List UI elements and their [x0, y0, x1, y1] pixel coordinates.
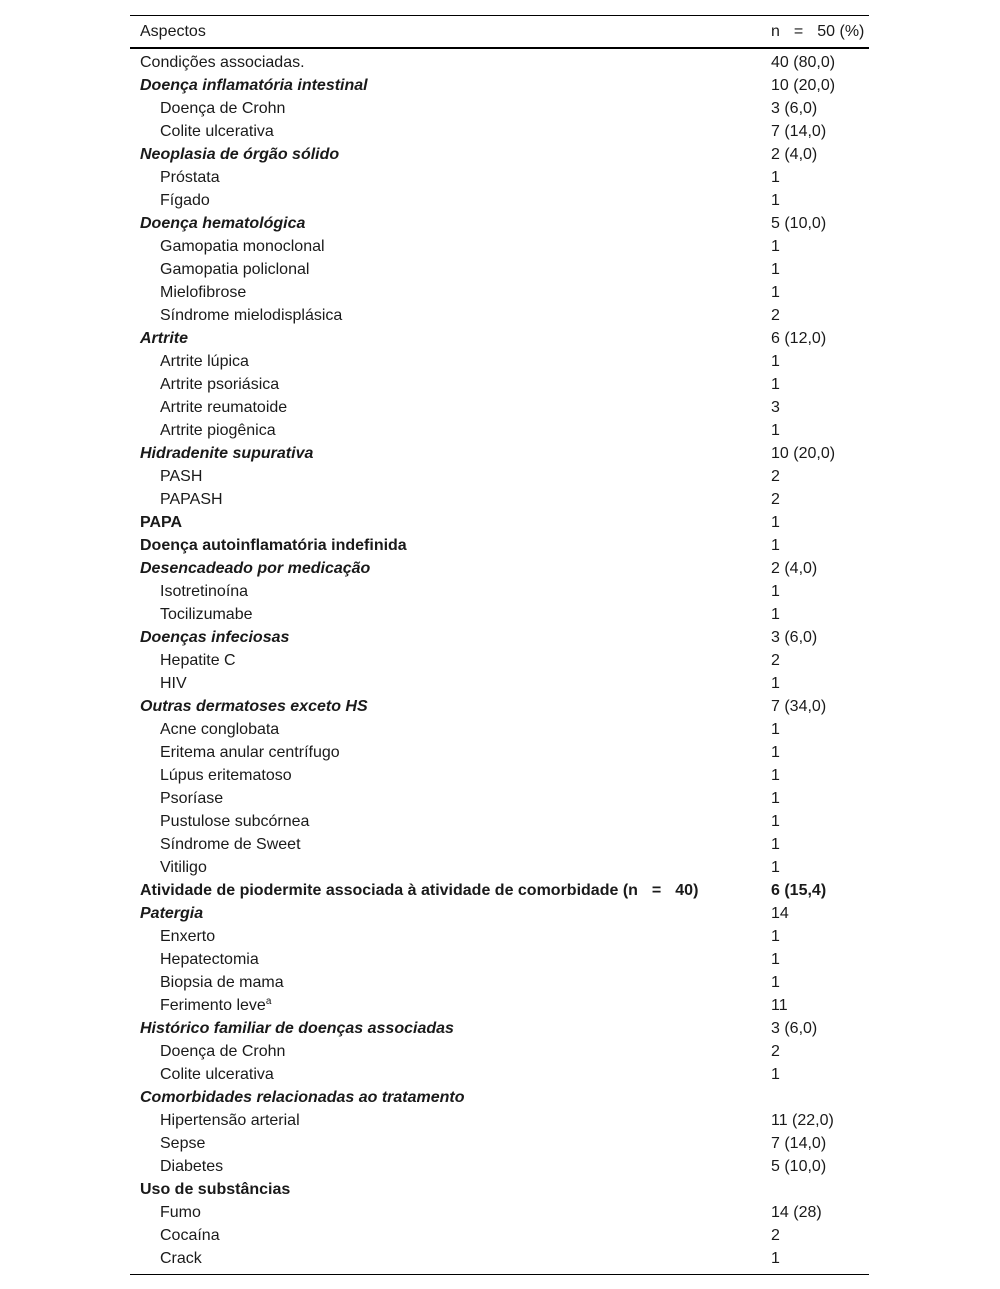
row-label-cell	[130, 902, 771, 925]
row-label: Neoplasia de órgão sólido	[140, 146, 340, 163]
row-value: 7 (14,0)	[771, 123, 827, 140]
table-row	[130, 902, 869, 925]
row-label: Patergia	[140, 905, 204, 922]
table-row	[130, 1063, 869, 1086]
row-value: 2	[771, 1043, 780, 1060]
header-aspectos: Aspectos	[140, 23, 206, 40]
table-row	[130, 971, 869, 994]
table-row	[130, 235, 869, 258]
row-value: 1	[771, 928, 780, 945]
row-label-cell	[130, 419, 771, 442]
table-row	[130, 810, 869, 833]
comorbidities-table	[130, 15, 869, 1275]
header-n	[771, 16, 869, 49]
row-label: Condições associadas.	[140, 54, 305, 71]
table-row	[130, 74, 869, 97]
row-label-cell	[130, 442, 771, 465]
table-row	[130, 1224, 869, 1247]
row-label: Colite ulcerativa	[160, 123, 274, 140]
row-label-cell	[130, 1155, 771, 1178]
row-label-cell	[130, 1109, 771, 1132]
row-label-cell	[130, 580, 771, 603]
table-row	[130, 925, 869, 948]
row-label-cell	[130, 672, 771, 695]
row-label-cell	[130, 48, 771, 74]
row-value: 2	[771, 1227, 780, 1244]
table-row	[130, 166, 869, 189]
table-row	[130, 97, 869, 120]
row-label: Diabetes	[160, 1158, 224, 1175]
row-label: PAPA	[140, 514, 183, 531]
row-label-cell	[130, 557, 771, 580]
row-label: Artrite lúpica	[160, 353, 249, 370]
table-row	[130, 281, 869, 304]
row-label-cell	[130, 97, 771, 120]
row-label-cell	[130, 534, 771, 557]
comorbidities-table-container	[130, 15, 869, 1275]
table-row	[130, 833, 869, 856]
table-row	[130, 120, 869, 143]
row-label-cell	[130, 350, 771, 373]
row-value: 2	[771, 307, 780, 324]
row-label: Doença hematológica	[140, 215, 306, 232]
row-label-cell	[130, 810, 771, 833]
table-row	[130, 672, 869, 695]
row-value: 6 (12,0)	[771, 330, 827, 347]
row-label: HIV	[160, 675, 187, 692]
row-value: 5 (10,0)	[771, 215, 827, 232]
row-value: 1	[771, 583, 780, 600]
table-row	[130, 511, 869, 534]
row-label: Fumo	[160, 1204, 201, 1221]
row-label: Gamopatia monoclonal	[160, 238, 325, 255]
row-value: 1	[771, 606, 780, 623]
row-value: 11 (22,0)	[771, 1112, 834, 1129]
row-label-cell	[130, 787, 771, 810]
table-row	[130, 1109, 869, 1132]
row-label: Hepatectomia	[160, 951, 259, 968]
table-row	[130, 1017, 869, 1040]
row-value: 1	[771, 813, 780, 830]
row-label: PAPASH	[160, 491, 223, 508]
row-label-cell	[130, 948, 771, 971]
table-body	[130, 48, 869, 1275]
row-value: 40 (80,0)	[771, 54, 836, 71]
row-value: 1	[771, 836, 780, 853]
table-row	[130, 488, 869, 511]
row-label-cell	[130, 1040, 771, 1063]
row-label-cell	[130, 488, 771, 511]
row-value: 3	[771, 399, 780, 416]
table-row	[130, 304, 869, 327]
row-label: Artrite	[140, 330, 189, 347]
table-row	[130, 327, 869, 350]
table-row	[130, 948, 869, 971]
table-row	[130, 143, 869, 166]
row-label-cell	[130, 465, 771, 488]
row-value: 1	[771, 284, 780, 301]
row-label: Hidradenite supurativa	[140, 445, 314, 462]
table-row	[130, 373, 869, 396]
row-label: Pustulose subcórnea	[160, 813, 310, 830]
table-row	[130, 534, 869, 557]
table-row	[130, 557, 869, 580]
table-row	[130, 350, 869, 373]
row-value: 1	[771, 238, 780, 255]
row-value: 1	[771, 675, 780, 692]
table-row	[130, 1086, 869, 1109]
row-value: 3 (6,0)	[771, 1020, 818, 1037]
row-label: Próstata	[160, 169, 220, 186]
row-label-cell	[130, 1063, 771, 1086]
row-value	[771, 1178, 869, 1201]
row-label-cell	[130, 879, 771, 902]
header-n-equals: =	[793, 23, 804, 40]
table-row	[130, 580, 869, 603]
row-value: 1	[771, 537, 780, 554]
header-n-value: 50 (%)	[817, 23, 865, 40]
row-value	[771, 1086, 869, 1109]
row-value: 1	[771, 721, 780, 738]
table-row	[130, 1040, 869, 1063]
footnote-marker: a	[265, 996, 272, 1007]
table-row	[130, 764, 869, 787]
row-value: 11	[771, 997, 788, 1014]
row-value: 14	[771, 905, 789, 922]
header-row	[130, 16, 869, 49]
row-label: Atividade de piodermite associada à atividade de comorbidade (n	[140, 882, 638, 899]
row-label-cell	[130, 1247, 771, 1275]
row-value: 3 (6,0)	[771, 100, 818, 117]
row-label: Isotretinoína	[160, 583, 249, 600]
row-value: 1	[771, 353, 780, 370]
row-label: Hepatite C	[160, 652, 236, 669]
row-value: 1	[771, 261, 780, 278]
row-value: 10 (20,0)	[771, 445, 836, 462]
row-label-equals: =	[651, 882, 662, 899]
row-label: Gamopatia policlonal	[160, 261, 310, 278]
table-row	[130, 718, 869, 741]
row-value: 1	[771, 859, 780, 876]
table-header	[130, 16, 869, 49]
table-row	[130, 465, 869, 488]
row-label: Desencadeado por medicação	[140, 560, 371, 577]
row-value: 2	[771, 491, 780, 508]
row-label-cell	[130, 649, 771, 672]
row-label: PASH	[160, 468, 203, 485]
row-value: 1	[771, 951, 780, 968]
row-label: Artrite psoriásica	[160, 376, 280, 393]
row-label: Fígado	[160, 192, 210, 209]
row-label-cell	[130, 603, 771, 626]
row-label-cell	[130, 1086, 771, 1109]
row-value: 2 (4,0)	[771, 146, 818, 163]
row-label-cell	[130, 1132, 771, 1155]
row-label-cell	[130, 994, 771, 1017]
row-label-cell	[130, 74, 771, 97]
table-row	[130, 396, 869, 419]
row-value: 1	[771, 376, 780, 393]
row-value: 6 (15,4)	[771, 882, 827, 899]
row-label-cell	[130, 511, 771, 534]
row-label-cell	[130, 741, 771, 764]
row-value: 1	[771, 422, 780, 439]
row-label: Síndrome mielodisplásica	[160, 307, 343, 324]
row-label: Sepse	[160, 1135, 206, 1152]
row-value: 7 (14,0)	[771, 1135, 827, 1152]
row-label: Doença autoinflamatória indefinida	[140, 537, 407, 554]
table-row	[130, 1201, 869, 1224]
row-label-cell	[130, 258, 771, 281]
table-row	[130, 626, 869, 649]
row-value: 2	[771, 652, 780, 669]
row-value: 5 (10,0)	[771, 1158, 827, 1175]
row-value: 1	[771, 1250, 780, 1267]
row-label-cell	[130, 1224, 771, 1247]
row-label-cell	[130, 971, 771, 994]
row-label: Síndrome de Sweet	[160, 836, 301, 853]
table-row	[130, 1155, 869, 1178]
table-row	[130, 258, 869, 281]
row-value: 1	[771, 790, 780, 807]
row-label-cell	[130, 925, 771, 948]
header-n-symbol: n	[771, 23, 780, 40]
row-label-cell	[130, 304, 771, 327]
row-label: Artrite piogênica	[160, 422, 276, 439]
row-label: Comorbidades relacionadas ao tratamento	[140, 1089, 465, 1106]
row-label: Cocaína	[160, 1227, 220, 1244]
table-row	[130, 1247, 869, 1275]
table-row	[130, 1132, 869, 1155]
row-label: Doença de Crohn	[160, 100, 286, 117]
row-label: Doenças infeciosas	[140, 629, 290, 646]
row-label-cell	[130, 856, 771, 879]
row-label: Outras dermatoses exceto HS	[140, 698, 368, 715]
row-label-cell	[130, 833, 771, 856]
row-label-cell	[130, 143, 771, 166]
row-value: 2 (4,0)	[771, 560, 818, 577]
row-label: Lúpus eritematoso	[160, 767, 292, 784]
row-label: Crack	[160, 1250, 202, 1267]
row-label-cell	[130, 120, 771, 143]
table-row	[130, 212, 869, 235]
table-row	[130, 1178, 869, 1201]
row-label: Mielofibrose	[160, 284, 247, 301]
row-label: Tocilizumabe	[160, 606, 253, 623]
row-value: 1	[771, 1066, 780, 1083]
row-label-cell	[130, 212, 771, 235]
table-row	[130, 442, 869, 465]
table-row	[130, 879, 869, 902]
row-label-cell	[130, 327, 771, 350]
row-value: 1	[771, 974, 780, 991]
row-label-cell	[130, 626, 771, 649]
table-row	[130, 856, 869, 879]
table-row	[130, 994, 869, 1017]
row-label: Enxerto	[160, 928, 216, 945]
table-row	[130, 695, 869, 718]
row-label: Ferimento leve	[160, 997, 266, 1014]
table-row	[130, 189, 869, 212]
table-row	[130, 603, 869, 626]
row-label: Colite ulcerativa	[160, 1066, 274, 1083]
row-value: 2	[771, 468, 780, 485]
row-label: Doença inflamatória intestinal	[140, 77, 368, 94]
row-label: Eritema anular centrífugo	[160, 744, 340, 761]
row-value: 10 (20,0)	[771, 77, 836, 94]
row-label-cell	[130, 235, 771, 258]
row-value: 1	[771, 767, 780, 784]
row-value: 3 (6,0)	[771, 629, 818, 646]
row-label-cell	[130, 1017, 771, 1040]
row-label-cell	[130, 166, 771, 189]
row-value: 1	[771, 514, 780, 531]
row-label-cell	[130, 373, 771, 396]
row-label-cell	[130, 764, 771, 787]
row-label-cell	[130, 396, 771, 419]
row-label: Biopsia de mama	[160, 974, 284, 991]
row-value: 14 (28)	[771, 1204, 822, 1221]
row-label-cell	[130, 281, 771, 304]
table-row	[130, 419, 869, 442]
row-label-cell	[130, 1201, 771, 1224]
row-label-cell	[130, 718, 771, 741]
row-label-cell	[130, 189, 771, 212]
row-value: 1	[771, 169, 780, 186]
table-row	[130, 48, 869, 74]
row-label: Hipertensão arterial	[160, 1112, 300, 1129]
row-label: Histórico familiar de doenças associadas	[140, 1020, 454, 1037]
row-label: Vitiligo	[160, 859, 207, 876]
row-label: Psoríase	[160, 790, 224, 807]
row-label: Acne conglobata	[160, 721, 280, 738]
row-label-cell	[130, 1178, 771, 1201]
row-label: Uso de substâncias	[140, 1181, 291, 1198]
table-row	[130, 649, 869, 672]
row-value: 7 (34,0)	[771, 698, 827, 715]
row-value: 1	[771, 744, 780, 761]
row-label: Artrite reumatoide	[160, 399, 288, 416]
table-row	[130, 787, 869, 810]
row-label-cell	[130, 695, 771, 718]
table-row	[130, 741, 869, 764]
row-label: Doença de Crohn	[160, 1043, 286, 1060]
row-label-tail: 40)	[675, 882, 699, 899]
row-value: 1	[771, 192, 780, 209]
